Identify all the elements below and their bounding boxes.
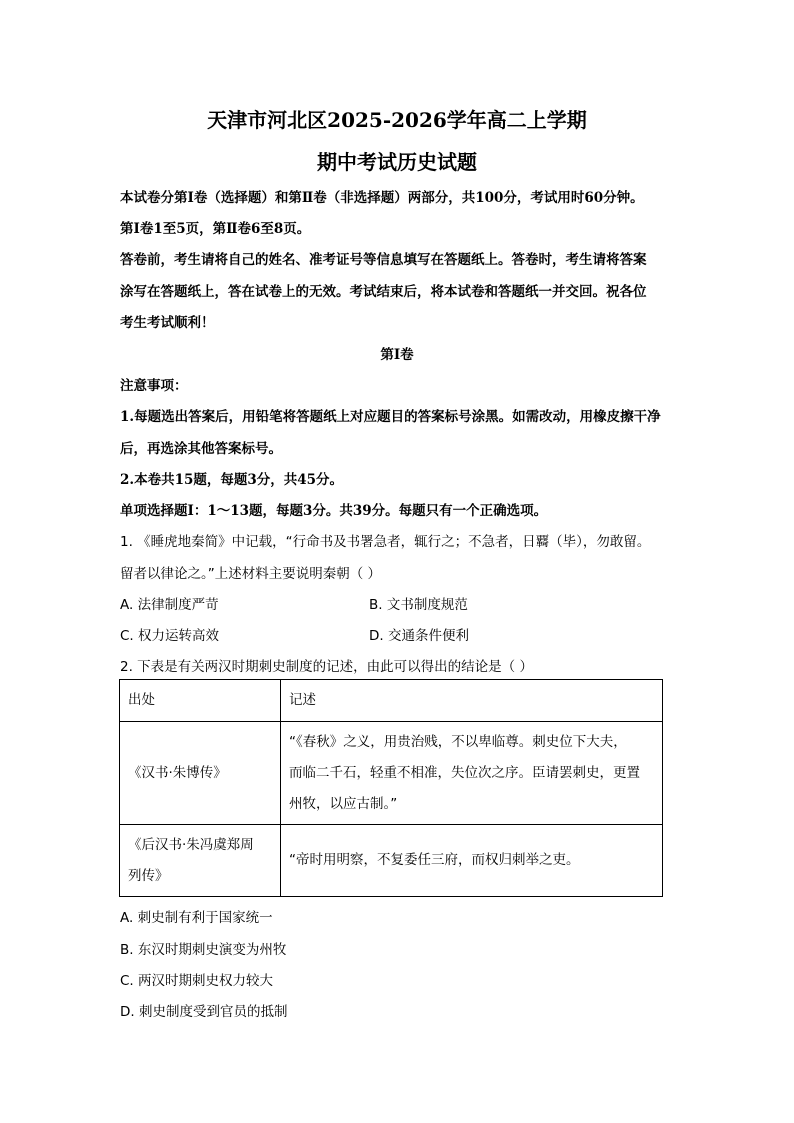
exam-subtitle: 期中考试历史试题 bbox=[317, 150, 477, 174]
source-line: 《后汉书·朱冯虞郑周 bbox=[128, 836, 254, 853]
intro-line: 考生考试顺利！ bbox=[120, 315, 215, 331]
source-table bbox=[119, 679, 663, 897]
notice-label: 注意事项： bbox=[120, 378, 188, 394]
table-cell-record: “帝时用明察，不复委任三府，而权归刺举之吏。 bbox=[281, 825, 663, 897]
table-cell-source bbox=[120, 825, 281, 897]
table-row bbox=[120, 722, 663, 825]
question-2-stem: 2. 下表是有关两汉时期刺史制度的记述，由此可以得出的结论是（ ） bbox=[120, 659, 533, 675]
notice-item: 后，再选涂其他答案标号。 bbox=[120, 441, 282, 457]
source-line: 列传》 bbox=[128, 867, 169, 884]
q1-option-c: C. 权力运转高效 bbox=[120, 628, 220, 644]
q1-option-a: A. 法律制度严苛 bbox=[120, 597, 219, 613]
record-line: “《春秋》之义，用贵治贱，不以卑临尊。刺史位下大夫， bbox=[289, 733, 627, 750]
table-header-row bbox=[120, 680, 663, 722]
q1-option-b: B. 文书制度规范 bbox=[369, 597, 468, 613]
notice-item: 2.本卷共15题，每题3分，共45分。 bbox=[120, 472, 344, 488]
table-cell-source: 《汉书·朱博传》 bbox=[120, 722, 281, 825]
table-header-source: 出处 bbox=[120, 680, 281, 722]
q2-option-a: A. 刺史制有利于国家统一 bbox=[120, 910, 273, 926]
q2-option-d: D. 刺史制度受到官员的抵制 bbox=[120, 1004, 288, 1020]
intro-line: 本试卷分第Ⅰ卷（选择题）和第Ⅱ卷（非选择题）两部分，共100分，考试用时60分钟。 bbox=[120, 190, 644, 206]
record-line: 州牧，以应古制。” bbox=[289, 795, 398, 812]
q2-option-c: C. 两汉时期刺史权力较大 bbox=[120, 973, 274, 989]
table-header-record: 记述 bbox=[281, 680, 663, 722]
intro-line: 答卷前，考生请将自己的姓名、准考证号等信息填写在答题纸上。答卷时，考生请将答案 bbox=[120, 252, 647, 268]
intro-line: 涂写在答题纸上，答在试卷上的无效。考试结束后，将本试卷和答题纸一并交回。祝各位 bbox=[120, 284, 647, 300]
exam-title: 天津市河北区2025-2026学年高二上学期 bbox=[207, 108, 587, 132]
record-line: 而临二千石，轻重不相准，失位次之序。臣请罢刺史，更置 bbox=[289, 764, 640, 781]
part-label: 单项选择题Ⅰ：1～13题，每题3分。共39分。每题只有一个正确选项。 bbox=[120, 503, 548, 519]
intro-line: 第Ⅰ卷1至5页，第Ⅱ卷6至8页。 bbox=[120, 221, 311, 237]
table-row bbox=[120, 825, 663, 897]
table-cell-record bbox=[281, 722, 663, 825]
notice-item: 1.每题选出答案后，用铅笔将答题纸上对应题目的答案标号涂黑。如需改动，用橡皮擦干净 bbox=[120, 409, 661, 425]
question-1-stem: 留者以律论之。”上述材料主要说明秦朝（ ） bbox=[120, 566, 382, 582]
q2-option-b: B. 东汉时期刺史演变为州牧 bbox=[120, 942, 287, 958]
question-1-stem: 1. 《睡虎地秦简》中记载，“行命书及书署急者，辄行之；不急者，日覉（毕），勿敢留。 bbox=[120, 534, 651, 550]
q1-option-d: D. 交通条件便利 bbox=[369, 628, 469, 644]
section-heading: 第Ⅰ卷 bbox=[380, 347, 414, 363]
